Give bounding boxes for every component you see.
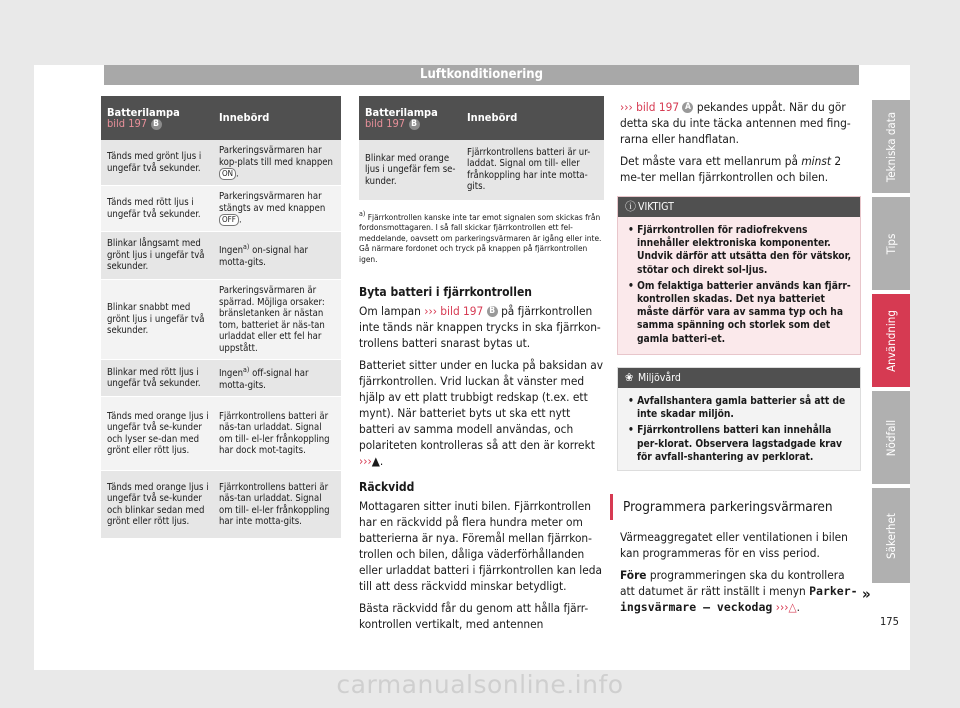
environment-box bbox=[617, 367, 861, 471]
table-row: Blinkar långsamt med grönt ljus i ungefär två sekunder. Ingen$^{a)}$ on-signal har motta-gits. bbox=[101, 232, 341, 280]
watermark: carmanualsonline.info bbox=[336, 670, 624, 699]
warning-link[interactable]: ››› bbox=[359, 454, 372, 468]
table-row: Blinkar med rött ljus i ungefär två sekunder. Ingen$^{a)}$ off-signal har motta-gits. bbox=[101, 360, 341, 397]
table-row: Tänds med rött ljus i ungefär två sekunder. Parkeringsvärmaren har stängts av med knappen OFF . bbox=[101, 186, 341, 232]
heading-range: Räckvidd bbox=[359, 480, 415, 494]
environment-title: Miljövård bbox=[638, 372, 681, 384]
continue-mark: » bbox=[862, 585, 871, 603]
warning-title: VIKTIGT bbox=[638, 201, 674, 213]
section-title: Programmera parkeringsvärmaren bbox=[610, 494, 871, 520]
on-button-icon: ON bbox=[219, 168, 236, 180]
battery-lamp-table-2 bbox=[359, 96, 604, 201]
chapter-header: Luftkonditionering bbox=[104, 65, 859, 85]
tab-nodfall[interactable]: Nödfall bbox=[872, 391, 910, 484]
warning-triangle-icon: ▲ bbox=[371, 454, 380, 468]
menu-name: Parker-ingsvärmare – veckodag bbox=[620, 584, 858, 614]
paragraph: Om lampan ››› bild 197 B på fjärrkontrollen inte tänds när knappen trycks in ska fjärrkon-trollens batteri snarast bytas ut. bbox=[359, 304, 601, 350]
callout-a-icon: A bbox=[682, 102, 693, 113]
warning-box bbox=[617, 196, 861, 355]
figure-link[interactable]: ››› bild 197 bbox=[620, 100, 680, 114]
callout-b-icon: B bbox=[151, 119, 162, 130]
warning-circle-icon: ⓘ bbox=[625, 200, 636, 213]
table1-header-meaning: Innebörd bbox=[213, 96, 341, 140]
right-column-top bbox=[620, 99, 858, 191]
middle-column bbox=[359, 274, 604, 638]
paragraph: ››› bild 197 A pekandes uppåt. När du gör detta ska du inte täcka antennen med fing-rarna eller handflatan. bbox=[620, 100, 851, 146]
paragraph: Bästa räckvidd får du genom att hålla fjärr-kontrollen vertikalt, med antennen bbox=[359, 601, 589, 631]
list-item: • Fjärrkontrollen för radiofrekvens innehåller elektroniska komponenter. Undvik därför att utsätta den för vätskor, stötar och direkt sol-ljus. bbox=[628, 225, 852, 276]
callout-b-icon: B bbox=[409, 119, 420, 130]
battery-lamp-table-1 bbox=[101, 96, 341, 539]
right-column-bottom bbox=[620, 529, 858, 621]
paragraph: Mottagaren sitter inuti bilen. Fjärrkontrollen har en räckvidd på flera hundra meter om batterierna är nya. Föremål mellan fjärrkon-trollen och bilen, dåliga väderförhållanden eller urladdat batteri i fjärrkontrollen kan leda till att dess räckvidd minskar betydligt. bbox=[359, 499, 603, 593]
table-row: Tänds med orange ljus i ungefär två se-kunder och blinkar sedan med grönt eller rött ljus. Fjärrkontrollens batteri är näs-tan urladdat. Signal om till- el-ler frånkoppling har inte motta-gits. bbox=[101, 471, 341, 539]
warning-triangle-icon: △ bbox=[788, 600, 797, 614]
paragraph: Före programmeringen ska du kontrollera att datumet är rätt inställt i menyn Parker-ingsvärmare – veckodag ›››△. bbox=[620, 568, 858, 614]
table1-header-lamp: Batterilampa bild 197 B bbox=[101, 96, 213, 140]
table2-header-meaning: Innebörd bbox=[461, 96, 604, 140]
off-button-icon: OFF bbox=[219, 214, 239, 226]
callout-b-icon: B bbox=[487, 306, 498, 317]
warning-link[interactable]: ››› bbox=[775, 600, 789, 614]
flower-icon: ❀ bbox=[625, 371, 634, 384]
paragraph: Det måste vara ett mellanrum på minst 2 me-ter mellan fjärrkontrollen och bilen. bbox=[620, 154, 842, 184]
table-row: Blinkar med orange ljus i ungefär fem se-kunder. Fjärrkontrollens batteri är ur-laddat. Signal om till- eller frånkoppling har inte motta-gits. bbox=[359, 140, 604, 200]
table-row: Blinkar snabbt med grönt ljus i ungefär två sekunder. Parkeringsvärmaren är spärrad. Möjliga orsaker: bränsletanken är nästan tom, batteriet är näs-tan urladdat eller ett fel har uppstått. bbox=[101, 280, 341, 360]
table-row: Tänds med orange ljus i ungefär två se-kunder och lyser se-dan med grönt eller rött ljus. Fjärrkontrollens batteri är näs-tan urladdat. Signal om till- el-ler frånkoppling har dock mot-tagits. bbox=[101, 397, 341, 471]
table2-header-lamp: Batterilampa bild 197 B bbox=[359, 96, 461, 140]
list-item: • Avfallshantera gamla batterier så att de inte skadar miljön. bbox=[628, 396, 846, 421]
list-item: • Om felaktiga batterier används kan fjärr-kontrollen skadas. Det nya batteriet måste därför vara av samma typ och ha samma spänning och storlek som det gamla batteri-et. bbox=[628, 280, 851, 345]
paragraph: Batteriet sitter under en lucka på baksidan av fjärrkontrollen. Vrid luckan åt vänster med hjälp av ett platt trubbigt redskap (t.ex. ett mynt). När batteriet byts ut ska ett nytt batteri av samma modell användas, och polariteten kontrolleras så att den är korrekt ›››▲. bbox=[359, 358, 604, 468]
tab-sakerhet[interactable]: Säkerhet bbox=[872, 488, 910, 583]
figure-link[interactable]: ››› bild 197 bbox=[424, 304, 484, 318]
tab-tips[interactable]: Tips bbox=[872, 197, 910, 290]
list-item: • Fjärrkontrollens batteri kan innehålla per-klorat. Observera lagstadgade krav för avfall-shantering av perklorat. bbox=[628, 425, 842, 463]
table-row: Tänds med grönt ljus i ungefär två sekunder. Parkeringsvärmaren har kop-plats till med knappen ON . bbox=[101, 140, 341, 186]
heading-battery-replace: Byta batteri i fjärrkontrollen bbox=[359, 285, 532, 299]
page-number: 175 bbox=[880, 615, 899, 628]
tab-anvandning[interactable]: Användning bbox=[872, 294, 910, 387]
paragraph: Värmeaggregatet eller ventilationen i bilen kan programmeras för en viss period. bbox=[620, 530, 848, 560]
footnote: $^{a)}$ Fjärrkontrollen kanske inte tar emot signalen som skickas från fordonsmottagaren. I så fall skickar fjärrkontrollen ett fel-meddelande, oavsett om parkeringsvärmaren är igång eller inte. Gå närmare fordonet och tryck på knappen på fjärrkontrollen igen. bbox=[359, 210, 602, 264]
tab-tekniska-data[interactable]: Tekniska data bbox=[872, 100, 910, 193]
